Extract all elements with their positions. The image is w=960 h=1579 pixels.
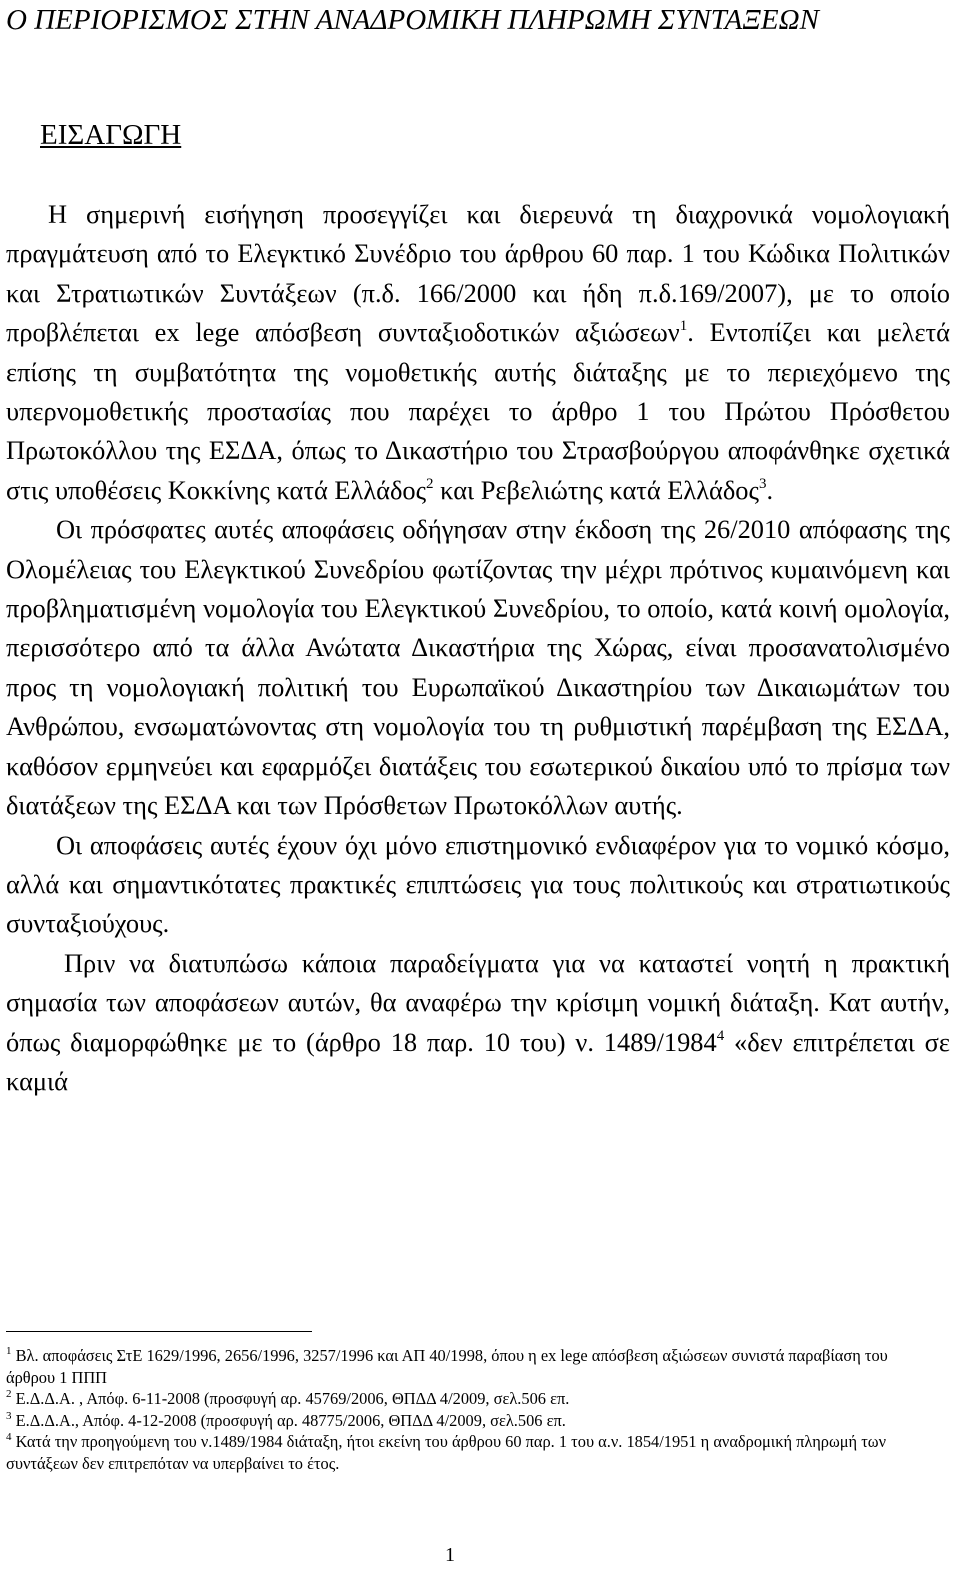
- footnote-text: Ε.Δ.Δ.Α. , Απόφ. 6-11-2008 (προσφυγή αρ. 45769/2006, ΘΠΔΔ 4/2009, σελ.506 επ.: [15, 1389, 570, 1408]
- paragraph-intro-text-1: Η σημερινή εισήγηση προσεγγίζει και διερευνά τη διαχρονικά νομολογιακή πραγμάτευση από το Ελεγκτικό Συνέδριο του άρθρου 60 παρ. 1 του Κώδικα Πολιτικών και Στρατιωτικών Συντάξεων (π.δ. 166/2000 και ήδη π.δ.169/2007), με το οποίο προβλέπεται ex lege απόσβεση συνταξιοδοτικών αξιώσεων: [6, 199, 950, 348]
- footnote-number: 4: [6, 1431, 12, 1443]
- footnote: [6, 1410, 906, 1432]
- paragraph-intro-text-4: .: [766, 474, 774, 505]
- footnote-ref-1: 1: [679, 318, 688, 335]
- paragraph-intro: [6, 195, 950, 510]
- footnote-text: Βλ. αποφάσεις ΣτΕ 1629/1996, 2656/1996, 3257/1996 και ΑΠ 40/1998, όπου η ex lege απόσβεση αξιώσεων συνιστά παραβίαση του άρθρου 1 ΠΠΠ: [6, 1346, 888, 1387]
- paragraph-legal-provision: [6, 944, 950, 1102]
- footnote-text: Ε.Δ.Δ.Α., Απόφ. 4-12-2008 (προσφυγή αρ. 48775/2006, ΘΠΔΔ 4/2009, σελ.506 επ.: [15, 1410, 566, 1430]
- footnote-ref-2: 2: [426, 475, 434, 492]
- footnote-number: 2: [6, 1388, 12, 1400]
- footnote-text: Κατά την προηγούμενη του ν.1489/1984 διάταξη, ήτοι εκείνη του άρθρου 60 παρ. 1 του α.ν. 1854/1951 η αναδρομική πληρωμή των συντάξεων δεν επιτρεπόταν να υπερβαίνει το έτος.: [6, 1432, 887, 1473]
- page-number: 1: [445, 1544, 455, 1566]
- document-body: [6, 195, 950, 1101]
- footnote-number: 1: [6, 1345, 12, 1357]
- footnotes: [6, 1345, 906, 1474]
- paragraph-intro-text-3: και Ρεβελιώτης κατά Ελλάδος: [433, 474, 759, 505]
- footnote-ref-4: 4: [716, 1027, 725, 1044]
- footnote-separator: [6, 1331, 312, 1332]
- paragraph-legal-provision-text-1: Πριν να διατυπώσω κάποια παραδείγματα για να καταστεί νοητή η πρακτική σημασία των αποφάσεων αυτών, θα αναφέρω την κρίσιμη νομική διάταξη. Κατ αυτήν, όπως διαμορφώθηκε με το (άρθρο 18 παρ. 10 του) ν. 1489/1984: [6, 947, 950, 1057]
- section-heading: ΕΙΣΑΓΩΓΗ: [40, 119, 182, 151]
- footnote: [6, 1431, 906, 1474]
- footnote: [6, 1388, 906, 1410]
- paragraph-significance: Οι αποφάσεις αυτές έχουν όχι μόνο επιστημονικό ενδιαφέρον για το νομικό κόσμο, αλλά και σημαντικότατες πρακτικές επιπτώσεις για τους πολιτικούς και στρατιωτικούς συνταξιούχους.: [6, 829, 950, 939]
- footnote-ref-3: 3: [758, 475, 767, 492]
- paragraph-recent-decisions: Οι πρόσφατες αυτές αποφάσεις οδήγησαν στην έκδοση της 26/2010 απόφασης της Ολομέλειας του Ελεγκτικού Συνεδρίου φωτίζοντας την μέχρι πρότινος κυμαινόμενη και προβληματισμένη νομολογία του Ελεγκτικού Συνεδρίου, το οποίο, κατά κοινή ομολογία, περισσότερο από τα άλλα Ανώτατα Δικαστήρια της Χώρας, είναι προσανατολισμένο προς τη νομολογιακή πολιτική του Ευρωπαϊκού Δικαστηρίου των Δικαιωμάτων του Ανθρώπου, ενσωματώνοντας στη νομολογία του τη ρυθμιστική παρέμβαση της ΕΣΔΑ, καθόσον ερμηνεύει και εφαρμόζει διατάξεις του εσωτερικού δικαίου υπό το πρίσμα των διατάξεων της ΕΣΔΑ και των Πρόσθετων Πρωτοκόλλων αυτής.: [6, 514, 950, 821]
- footnote: [6, 1345, 906, 1388]
- paragraph-legal-provision-text-2: «δεν επιτρέπεται σε καμιά: [6, 1026, 950, 1096]
- footnote-number: 3: [6, 1409, 12, 1422]
- paragraph-intro-text-2: . Εντοπίζει και μελετά επίσης τη συμβατότητα της νομοθετικής αυτής διάταξης με το περιεχόμενο της υπερνομοθετικής προστασίας που παρέχει το άρθρο 1 του Πρώτου Πρόσθετου Πρωτοκόλλου της ΕΣΔΑ, όπως το Δικαστήριο του Στρασβούργου αποφάνθηκε σχετικά στις υποθέσεις Κοκκίνης κατά Ελλάδος: [6, 317, 950, 505]
- document-title: Ο ΠΕΡΙΟΡΙΣΜΟΣ ΣΤΗΝ ΑΝΑΔΡΟΜΙΚΗ ΠΛΗΡΩΜΗ ΣΥΝΤΑΞΕΩΝ: [6, 4, 819, 36]
